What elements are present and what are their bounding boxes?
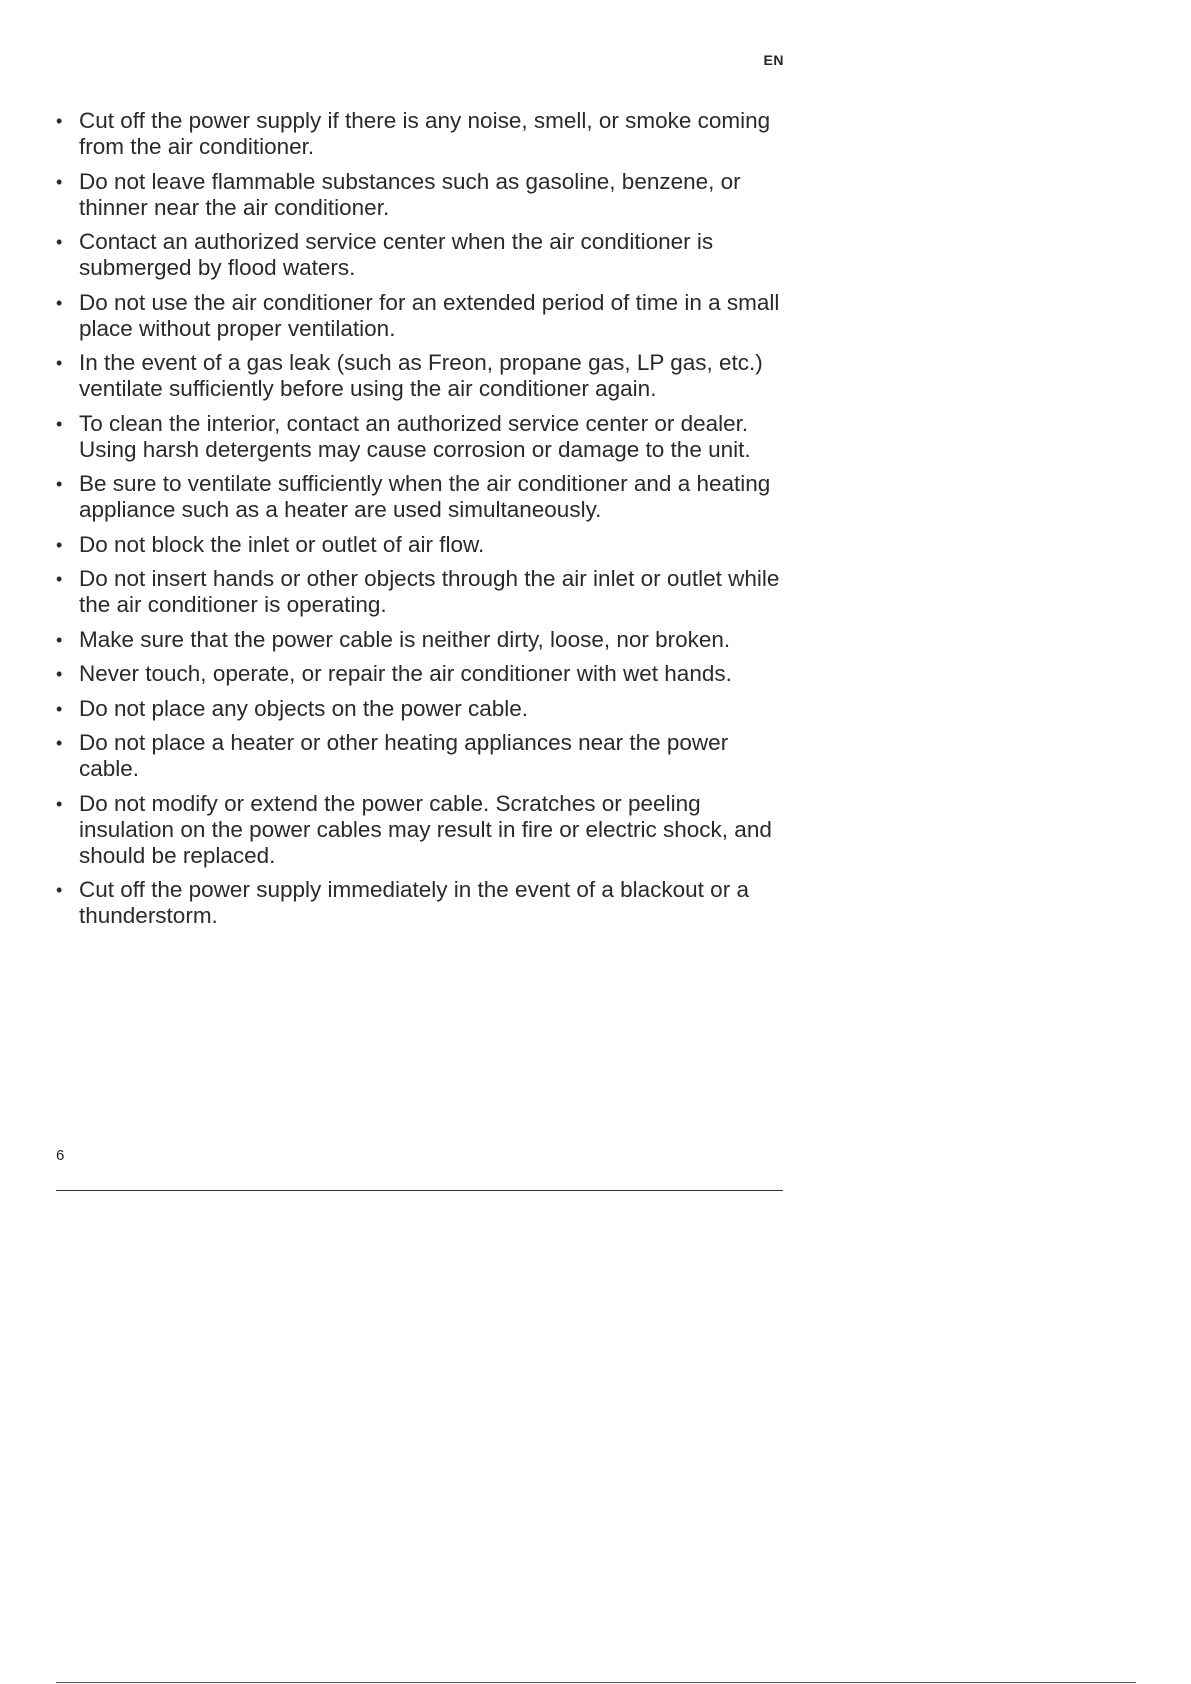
list-item: • Do not place a heater or other heating appliances near the power cable. — [56, 730, 791, 782]
list-item: • Make sure that the power cable is neither dirty, loose, nor broken. — [56, 627, 791, 653]
list-item: • Do not insert hands or other objects through the air inlet or outlet while the air conditioner is operating. — [56, 566, 791, 618]
list-item: • Be sure to ventilate sufficiently when the air conditioner and a heating appliance such as a heater are used simultaneously. — [56, 471, 791, 523]
footer-divider — [56, 1190, 783, 1191]
list-item: • Do not block the inlet or outlet of air flow. — [56, 532, 791, 558]
list-item: • Cut off the power supply immediately in the event of a blackout or a thunderstorm. — [56, 877, 791, 929]
list-item: • Cut off the power supply if there is any noise, smell, or smoke coming from the air conditioner. — [56, 108, 791, 160]
list-item: • To clean the interior, contact an authorized service center or dealer. Using harsh detergents may cause corrosion or damage to the unit. — [56, 411, 791, 463]
list-item: • Do not leave flammable substances such as gasoline, benzene, or thinner near the air conditioner. — [56, 169, 791, 221]
language-code: EN — [763, 52, 784, 68]
safety-instructions-list — [56, 108, 791, 938]
list-item: • In the event of a gas leak (such as Freon, propane gas, LP gas, etc.) ventilate sufficiently before using the air conditioner again. — [56, 350, 791, 402]
list-item: • Do not use the air conditioner for an extended period of time in a small place without proper ventilation. — [56, 290, 791, 342]
list-item: • Do not modify or extend the power cable. Scratches or peeling insulation on the power cables may result in fire or electric shock, and should be replaced. — [56, 791, 791, 869]
page-number: 6 — [56, 1147, 65, 1164]
bottom-divider — [56, 1682, 1136, 1683]
list-item: • Contact an authorized service center when the air conditioner is submerged by flood waters. — [56, 229, 791, 281]
list-item: • Never touch, operate, or repair the air conditioner with wet hands. — [56, 661, 791, 687]
list-item: • Do not place any objects on the power cable. — [56, 696, 791, 722]
